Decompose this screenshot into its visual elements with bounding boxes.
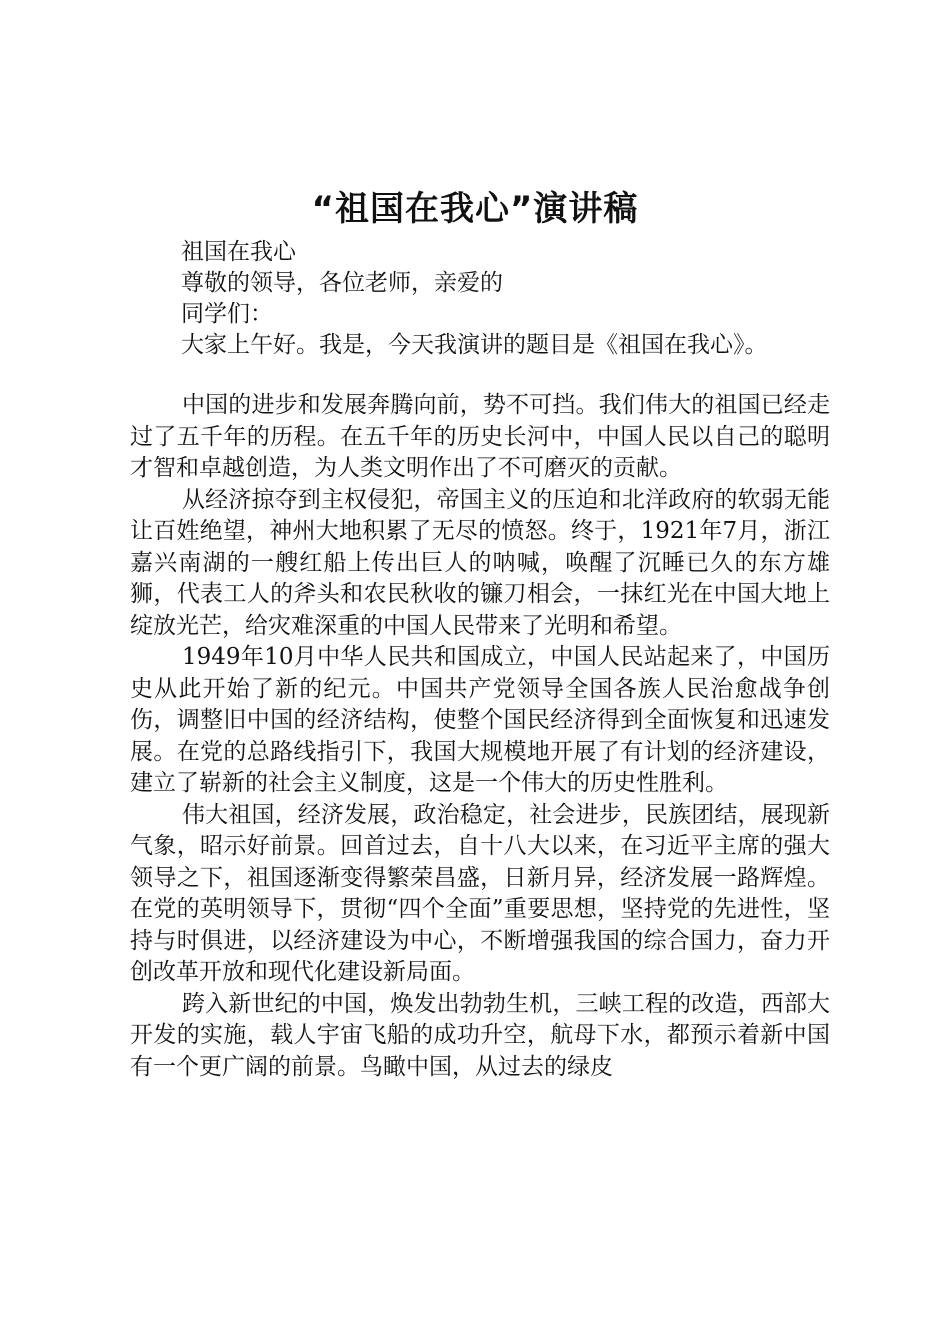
document-title: “祖国在我心”演讲稿 [311,189,639,229]
intro-line-topic: 祖国在我心 [181,239,296,265]
intro-line-audience: 同学们： [181,301,273,327]
paragraph-history: 从经济掠夺到主权侵犯，帝国主义的压迫和北洋政府的软弱无能让百姓绝望，神州大地积累了无尽的愤怒。终于，1921年7月，浙江嘉兴南湖的一艘红船上传出巨人的呐喊，唤醒了沉睡已久的东方雄狮，代表工人的斧头和农民秋收的镰刀相会，一抹红光在中国大地上绽放光芒，给灾难深重的中国人民带来了光明和希望。 [130,486,830,639]
intro-line-salutation: 尊敬的领导，各位老师，亲爱的 [181,270,503,296]
paragraph-new-century: 跨入新世纪的中国，焕发出勃勃生机，三峡工程的改造，西部大开发的实施，载人宇宙飞船的成功升空，航母下水，都预示着新中国有一个更广阔的前景。鸟瞰中国，从过去的绿皮 [130,990,830,1080]
intro-line-greeting: 大家上午好。我是，今天我演讲的题目是《祖国在我心》。 [181,332,768,358]
document-body [130,390,830,1083]
intro-block [181,237,881,361]
paragraph-development: 伟大祖国，经济发展，政治稳定，社会进步，民族团结，展现新气象，昭示好前景。回首过去，自十八大以来，在习近平主席的强大领导之下，祖国逐渐变得繁荣昌盛，日新月异，经济发展一路辉煌。在党的英明领导下，贯彻“四个全面”重要思想，坚持党的先进性，坚持与时俱进，以经济建设为中心，不断增强我国的综合国力，奋力开创改革开放和现代化建设新局面。 [130,801,830,985]
paragraph-founding: 1949年10月中华人民共和国成立，中国人民站起来了，中国历史从此开始了新的纪元。中国共产党领导全国各族人民治愈战争创伤，调整旧中国的经济结构，使整个国民经济得到全面恢复和迅速发展。在党的总路线指引下，我国大规模地开展了有计划的经济建设，建立了崭新的社会主义制度，这是一个伟大的历史性胜利。 [130,644,830,796]
paragraph-progress: 中国的进步和发展奔腾向前，势不可挡。我们伟大的祖国已经走过了五千年的历程。在五千年的历史长河中，中国人民以自己的聪明才智和卓越创造，为人类文明作出了不可磨灭的贡献。 [130,392,830,481]
